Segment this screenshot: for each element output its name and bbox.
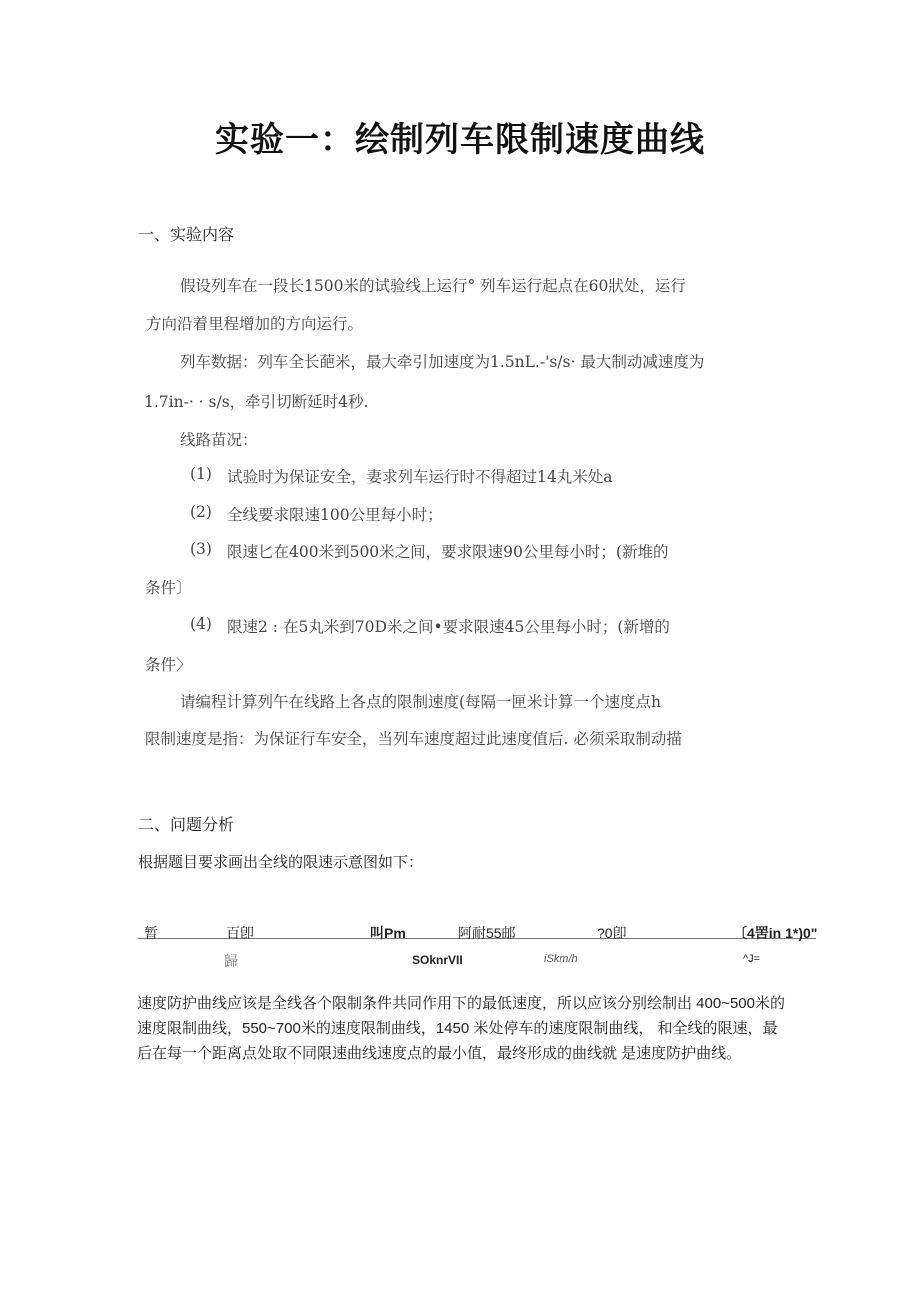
section-heading-analysis: 二、问题分析 [138, 815, 235, 834]
paragraph-line: 假设列车在一段长1500米的试验线上运行° 列车运行起点在60狀处，运行 [180, 277, 686, 295]
section-heading-content: 一、实验内容 [138, 225, 235, 244]
item-number: (1) [190, 465, 212, 483]
route-label: 线路苗况： [180, 431, 258, 449]
diagram-label: iSkm/h [544, 953, 578, 965]
paragraph-line: 请编程计算列午在线路上各点的限制速度(每隔一匣米计算一个速度点h [180, 693, 662, 711]
conclusion-line: 速度防护曲线应该是全线各个限制条件共同作用下的最低速度，所以应该分别绘制出 400~500米的 [137, 995, 785, 1012]
item-text: 限速匕在400米到500米之间，要求限速90公里每小时；(新堆的 [227, 543, 669, 561]
diagram-label: ?0卽 [597, 925, 627, 941]
analysis-intro: 根据题目要求画出全线的限速示意图如下： [138, 853, 424, 871]
page-title: 实验一：绘制列车限制速度曲线 [215, 120, 705, 160]
diagram-label: ^J= [743, 953, 761, 965]
diagram-label: SOknrVII [412, 953, 463, 967]
diagram-label: 百卽 [226, 925, 254, 941]
item-text: 限速2 : 在5丸米到70D米之间•要求限速45公里每小时；(新增的 [227, 618, 670, 636]
paragraph-line: 1.7in-· · s/s，牵引切断延时4秒. [144, 393, 369, 411]
item-text: 全线要求限速100公里每小时； [227, 506, 443, 524]
diagram-label: 暂 [144, 925, 158, 941]
paragraph-line: 方向沿着里程增加的方向运行。 [146, 315, 364, 333]
item-continuation: 条件〉 [145, 656, 192, 674]
diagram-label: 歸 [224, 953, 238, 969]
paragraph-line: 列车数据：列车全长葩米，最大牵引加速度为1.5nL.-'s/s· 最大制动减速度为 [180, 353, 705, 371]
item-number: (2) [190, 503, 212, 521]
item-text: 试验时为保证安全，妻求列车运行时不得超过14丸米处a [227, 468, 613, 486]
item-number: (3) [190, 540, 212, 558]
item-continuation: 条件〕 [145, 579, 192, 597]
conclusion-line: 后在每一个距离点处取不同限速曲线速度点的最小值，最终形成的曲线就 是速度防护曲线。 [137, 1045, 742, 1062]
item-number: (4) [190, 615, 212, 633]
diagram-label: 阿耐55邮 [458, 925, 516, 941]
paragraph-line: 限制速度是指：为保证行车安全，当列车速度超过此速度值后. 必须采取制动描 [145, 730, 682, 748]
diagram-label: 〔4罟in 1*)0" [733, 925, 818, 941]
diagram-label: 叫Pm [370, 925, 406, 941]
conclusion-line: 速度限制曲线，550~700米的速度限制曲线，1450 米处停车的速度限制曲线， 和全线的限速，最 [137, 1020, 778, 1037]
